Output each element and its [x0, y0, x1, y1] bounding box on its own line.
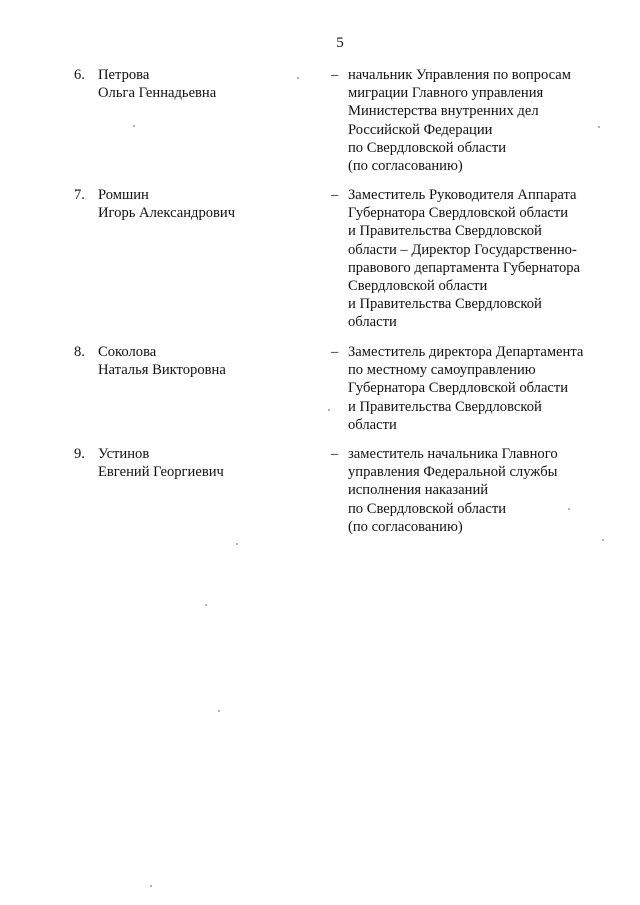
- description-line: по Свердловской области: [348, 500, 507, 517]
- scan-speck: [218, 710, 220, 712]
- description-line: (по согласованию): [348, 518, 463, 535]
- description-line: и Правительства Свердловской: [348, 398, 542, 415]
- person-name: [98, 343, 308, 379]
- item-number: 7.: [74, 187, 85, 203]
- description-line: Министерства внутренних дел: [348, 103, 539, 120]
- description-line: Свердловской области: [348, 278, 488, 295]
- dash-separator: –: [331, 446, 339, 462]
- position-description: [348, 445, 610, 536]
- given-names: Евгений Георгиевич: [98, 464, 224, 481]
- scan-speck: [602, 539, 604, 541]
- description-line: управления Федеральной службы: [348, 464, 558, 481]
- description-line: области: [348, 416, 397, 433]
- given-names: Ольга Геннадьевна: [98, 85, 217, 102]
- description-line: по Свердловской области: [348, 139, 507, 156]
- description-line: (по согласованию): [348, 158, 463, 175]
- scan-speck: [598, 126, 600, 128]
- description-line: Губернатора Свердловской области: [348, 205, 569, 222]
- description-line: заместитель начальника Главного: [348, 446, 558, 462]
- scan-speck: [236, 543, 238, 545]
- surname: Соколова: [98, 344, 157, 360]
- surname: Устинов: [98, 446, 150, 462]
- item-number: 6.: [74, 67, 85, 83]
- dash-separator: –: [331, 344, 339, 360]
- description-line: исполнения наказаний: [348, 482, 489, 499]
- description-line: Губернатора Свердловской области: [348, 380, 569, 397]
- person-name: [98, 186, 308, 222]
- description-line: области – Директор Государственно-: [348, 241, 577, 258]
- description-line: Заместитель Руководителя Аппарата: [348, 187, 577, 203]
- description-line: по местному самоуправлению: [348, 362, 536, 379]
- dash-separator: –: [331, 187, 339, 203]
- description-line: начальник Управления по вопросам: [348, 67, 571, 83]
- description-line: Российской Федерации: [348, 121, 493, 138]
- surname: Ромшин: [98, 187, 149, 203]
- description-line: правового департамента Губернатора: [348, 259, 581, 276]
- description-line: миграции Главного управления: [348, 85, 544, 102]
- description-line: Заместитель директора Департамента: [348, 344, 584, 360]
- dash-separator: –: [331, 67, 339, 83]
- given-names: Игорь Александрович: [98, 205, 236, 222]
- person-name: [98, 66, 308, 102]
- given-names: Наталья Викторовна: [98, 362, 226, 379]
- description-line: области: [348, 314, 397, 331]
- scan-speck: [205, 604, 207, 606]
- description-line: и Правительства Свердловской: [348, 223, 542, 240]
- scan-speck: [150, 885, 152, 887]
- description-line: и Правительства Свердловской: [348, 296, 542, 313]
- surname: Петрова: [98, 67, 150, 83]
- scan-speck: [568, 508, 570, 510]
- page-number: 5: [336, 35, 344, 51]
- position-description: [348, 186, 610, 332]
- person-name: [98, 445, 308, 481]
- item-number: 9.: [74, 446, 85, 462]
- item-number: 8.: [74, 344, 85, 360]
- scan-speck: [133, 125, 135, 127]
- scan-speck: [297, 77, 299, 79]
- scan-speck: [328, 409, 330, 411]
- position-description: [348, 343, 610, 434]
- position-description: [348, 66, 610, 175]
